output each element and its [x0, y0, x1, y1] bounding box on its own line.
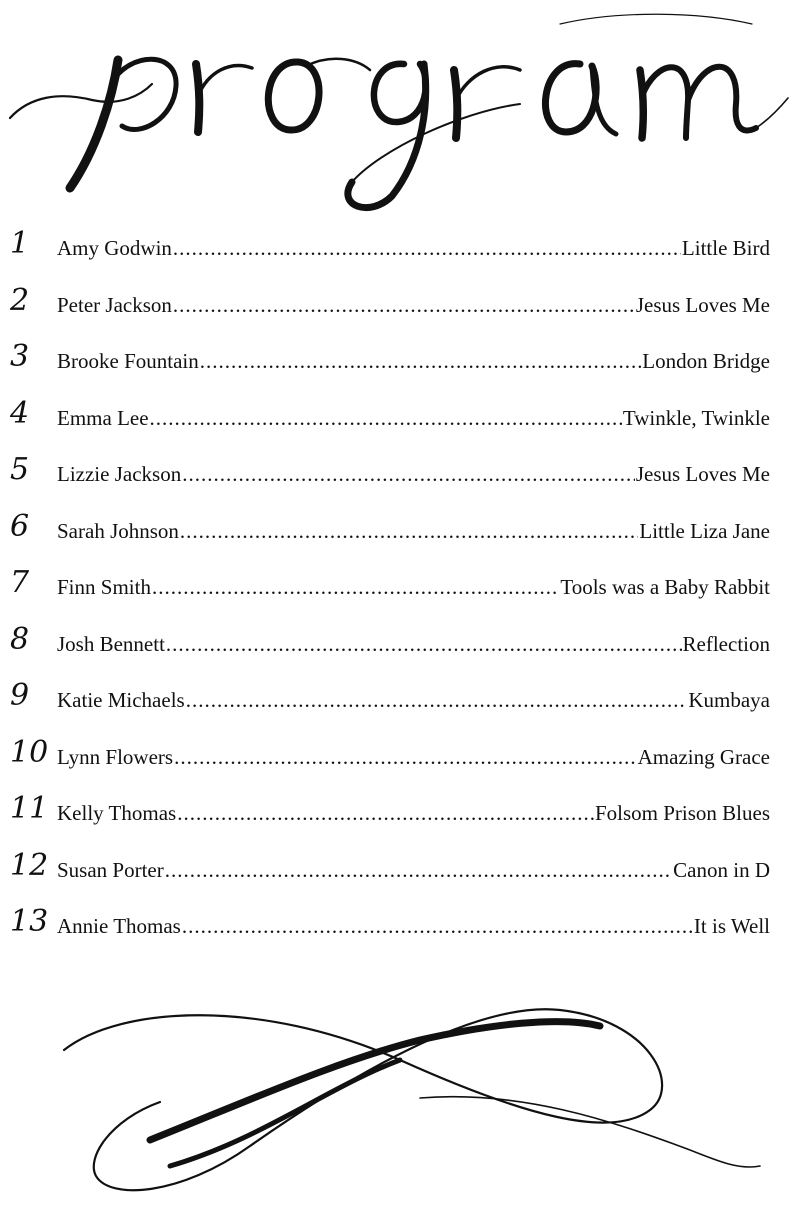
- performer-name: Finn Smith: [57, 575, 151, 599]
- dot-leader: [173, 234, 681, 262]
- row-number: 7: [10, 565, 30, 600]
- dot-leader: [166, 630, 682, 658]
- row-line: [57, 347, 770, 375]
- row-line: [57, 630, 770, 658]
- row-line: [57, 404, 770, 432]
- row-line: [57, 686, 770, 714]
- dot-leader: [174, 743, 637, 771]
- row-number: 6: [10, 508, 30, 544]
- swash-ornament: [0, 990, 794, 1212]
- program-row: [0, 335, 794, 392]
- dot-leader: [152, 573, 559, 601]
- performer-name: Annie Thomas: [57, 914, 181, 938]
- dot-leader: [182, 460, 635, 488]
- song-title: Little Bird: [681, 236, 770, 260]
- row-number: 9: [10, 678, 30, 713]
- song-title: London Bridge: [642, 349, 770, 373]
- dot-leader: [180, 517, 638, 545]
- program-list: [0, 222, 794, 957]
- dot-leader: [182, 912, 693, 940]
- program-row: [0, 731, 794, 788]
- performer-name: Susan Porter: [57, 857, 164, 882]
- program-row: [0, 505, 794, 562]
- song-title: Folsom Prison Blues: [594, 801, 770, 825]
- performer-name: Katie Michaels: [57, 688, 185, 712]
- row-number: 5: [10, 452, 30, 487]
- row-line: [57, 743, 770, 771]
- row-number: 4: [10, 395, 30, 431]
- dot-leader: [186, 686, 688, 714]
- program-row: [0, 674, 794, 731]
- dot-leader: [165, 856, 672, 884]
- song-title: Tools was a Baby Rabbit: [560, 575, 770, 599]
- program-row: [0, 618, 794, 675]
- program-row: [0, 279, 794, 336]
- row-line: [57, 912, 770, 940]
- performer-name: Sarah Johnson: [57, 518, 179, 543]
- song-title: Reflection: [682, 631, 770, 656]
- row-number: 2: [10, 282, 30, 318]
- row-line: [57, 234, 770, 262]
- dot-leader: [150, 404, 622, 432]
- row-number: 10: [10, 734, 49, 770]
- dot-leader: [173, 291, 635, 319]
- performer-name: Lizzie Jackson: [57, 462, 182, 486]
- row-number: 11: [10, 791, 49, 826]
- row-line: [57, 517, 770, 545]
- row-line: [57, 291, 770, 319]
- row-line: [57, 573, 770, 601]
- row-line: [57, 460, 770, 488]
- performer-name: Kelly Thomas: [57, 801, 177, 825]
- dot-leader: [177, 799, 594, 827]
- row-number: 13: [10, 904, 49, 939]
- song-title: Jesus Loves Me: [635, 292, 770, 317]
- song-title: Amazing Grace: [637, 744, 770, 769]
- row-number: 8: [10, 621, 30, 657]
- program-row: [0, 222, 794, 279]
- song-title: Twinkle, Twinkle: [622, 405, 770, 430]
- row-line: [57, 856, 770, 884]
- song-title: It is Well: [693, 914, 770, 938]
- performer-name: Brooke Fountain: [57, 349, 199, 373]
- performer-name: Peter Jackson: [57, 292, 172, 317]
- row-line: [57, 799, 770, 827]
- program-row: [0, 900, 794, 957]
- program-row: [0, 561, 794, 618]
- song-title: Kumbaya: [688, 688, 770, 712]
- performer-name: Josh Bennett: [57, 631, 165, 656]
- song-title: Little Liza Jane: [639, 518, 770, 543]
- program-row: [0, 392, 794, 449]
- program-title-lettering: [0, 0, 794, 215]
- program-row: [0, 448, 794, 505]
- performer-name: Amy Godwin: [57, 236, 172, 260]
- song-title: Jesus Loves Me: [635, 462, 770, 486]
- performer-name: Lynn Flowers: [57, 744, 174, 769]
- row-number: 1: [10, 226, 30, 261]
- row-number: 3: [10, 339, 30, 374]
- program-row: [0, 787, 794, 844]
- program-row: [0, 844, 794, 901]
- dot-leader: [200, 347, 642, 375]
- song-title: Canon in D: [673, 857, 770, 882]
- performer-name: Emma Lee: [57, 405, 149, 430]
- row-number: 12: [10, 847, 49, 883]
